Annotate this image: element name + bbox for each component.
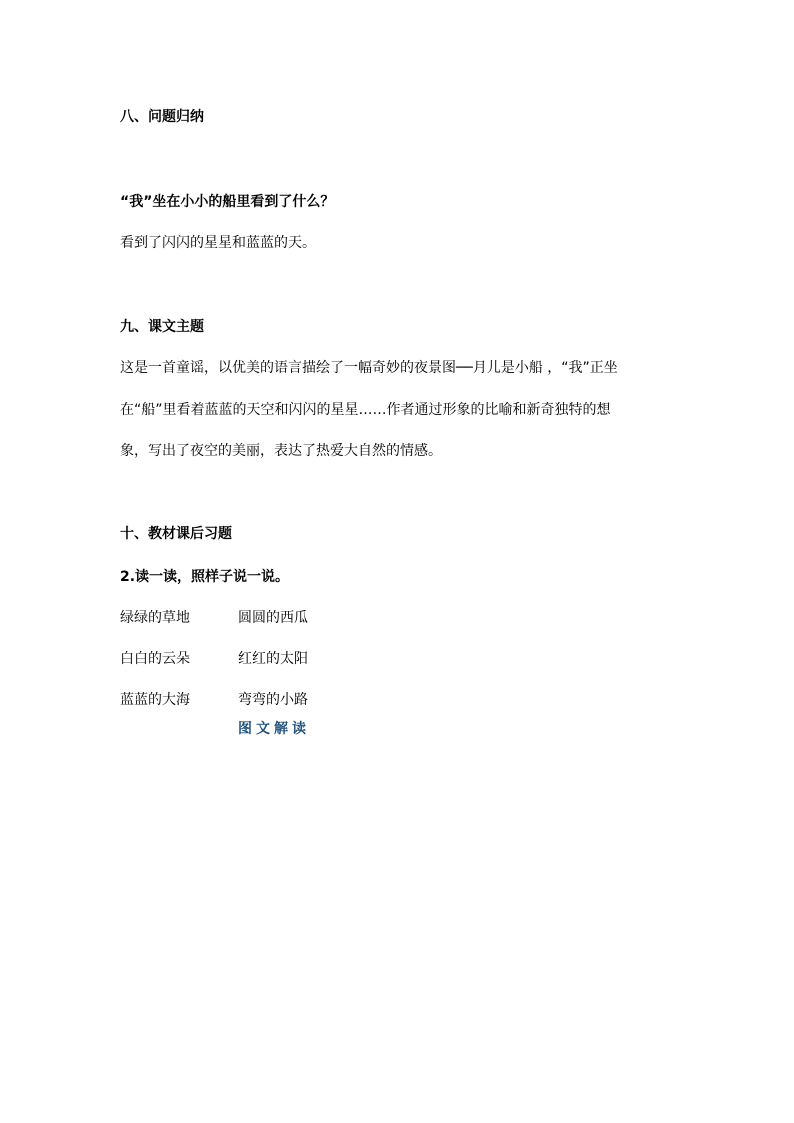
phrase-item: 绿绿的草地 — [120, 610, 190, 626]
section-8-heading: 八、问题归纳 — [120, 109, 204, 125]
illustrated-reading-label: 图文解读 — [238, 721, 310, 737]
section-10-heading: 十、教材课后习题 — [120, 526, 232, 542]
section-9-heading: 九、课文主题 — [120, 319, 204, 335]
section-9-paragraph-line: 这是一首童谣，以优美的语言描绘了一幅奇妙的夜景图──月儿是小船 ，“我”正坐 — [120, 360, 618, 376]
section-8-answer: 看到了闪闪的星星和蓝蓝的天。 — [120, 235, 316, 251]
phrase-item: 红红的太阳 — [238, 651, 308, 667]
exercise-2-title: 2.读一读，照样子说一说。 — [120, 569, 290, 585]
section-9-paragraph-line: 在“船”里看着蓝蓝的天空和闪闪的星星……作者通过形象的比喻和新奇独特的想 — [120, 402, 611, 418]
section-8-question: “我”坐在小小的船里看到了什么？ — [120, 194, 335, 210]
phrase-item: 蓝蓝的大海 — [120, 692, 190, 708]
phrase-item: 弯弯的小路 — [238, 692, 308, 708]
section-9-paragraph-line: 象，写出了夜空的美丽，表达了热爱大自然的情感。 — [120, 443, 442, 459]
phrase-item: 圆圆的西瓜 — [238, 610, 308, 626]
phrase-item: 白白的云朵 — [120, 651, 190, 667]
